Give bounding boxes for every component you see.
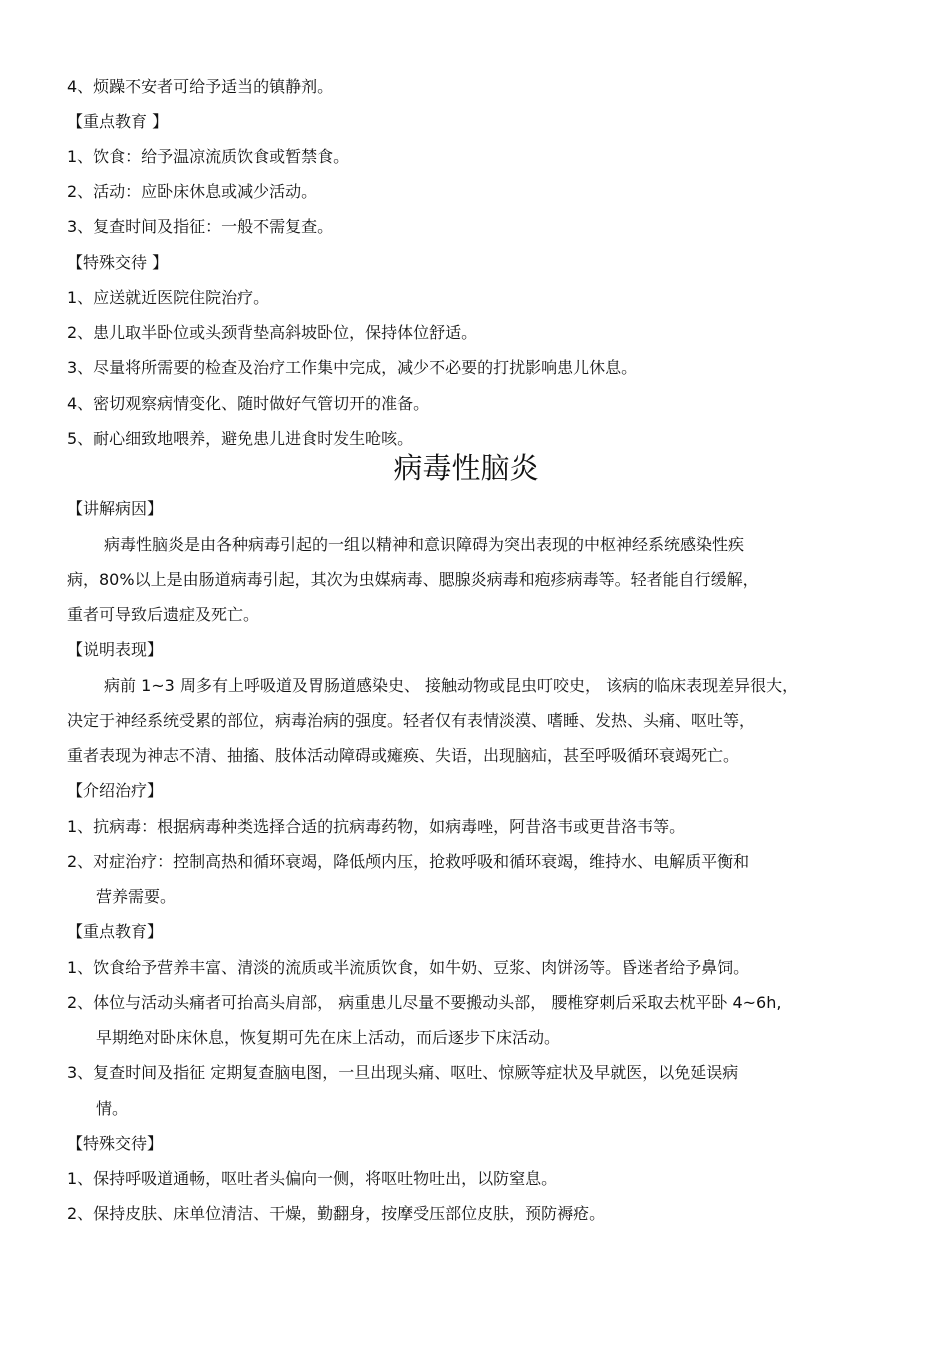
top-special-1: 1、应送就近医院住院治疗。 (67, 288, 270, 307)
top-special-5: 5、耐心细致地喂养，避免患儿进食时发生呛咳。 (67, 429, 414, 448)
symptom-heading: 【说明表现】 (67, 640, 164, 659)
top-edu-3: 3、复查时间及指征：一般不需复查。 (67, 217, 334, 236)
education-3-line-1: 3、复查时间及指征 定期复查脑电图，一旦出现头痛、呕吐、惊厥等症状及早就医，以免延误病 (67, 1063, 739, 1082)
top-special-heading: 【特殊交待 】 (67, 253, 169, 272)
symptom-line-3: 重者表现为神志不清、抽搐、肢体活动障碍或瘫痪、失语，出现脑疝，甚至呼吸循环衰竭死亡。 (67, 746, 740, 765)
education-3-line-2: 情。 (96, 1099, 129, 1118)
section-title: 病毒性脑炎 (393, 451, 539, 485)
treatment-2-line-2: 营养需要。 (96, 887, 177, 906)
treatment-1: 1、抗病毒：根据病毒种类选择合适的抗病毒药物，如病毒唑，阿昔洛韦或更昔洛韦等。 (67, 817, 686, 836)
top-edu-1: 1、饮食：给予温凉流质饮食或暂禁食。 (67, 147, 350, 166)
treatment-2-line-1: 2、对症治疗：控制高热和循环衰竭，降低颅内压，抢救呼吸和循环衰竭，维持水、电解质平衡和 (67, 852, 750, 871)
symptom-line-1: 病前 1~3 周多有上呼吸道及胃肠道感染史、 接触动物或昆虫叮咬史， 该病的临床表现差异很大， (104, 676, 799, 695)
education-heading: 【重点教育】 (67, 922, 164, 941)
cause-line-2: 病，80%以上是由肠道病毒引起，其次为虫媒病毒、腮腺炎病毒和疱疹病毒等。轻者能自行缓解， (67, 570, 759, 589)
top-edu-heading: 【重点教育 】 (67, 112, 169, 131)
top-special-4: 4、密切观察病情变化、随时做好气管切开的准备。 (67, 394, 430, 413)
top-special-2: 2、患儿取半卧位或头颈背垫高斜坡卧位，保持体位舒适。 (67, 323, 478, 342)
cause-heading: 【讲解病因】 (67, 499, 164, 518)
special-1: 1、保持呼吸道通畅，呕吐者头偏向一侧，将呕吐物吐出，以防窒息。 (67, 1169, 558, 1188)
top-item-4: 4、烦躁不安者可给予适当的镇静剂。 (67, 77, 334, 96)
symptom-line-2: 决定于神经系统受累的部位，病毒治病的强度。轻者仅有表情淡漠、嗜睡、发热、头痛、呕吐等， (67, 711, 756, 730)
education-2-line-1: 2、体位与活动头痛者可抬高头肩部， 病重患儿尽量不要搬动头部， 腰椎穿刺后采取去枕平卧 4~6h, (67, 993, 782, 1012)
cause-line-1: 病毒性脑炎是由各种病毒引起的一组以精神和意识障碍为突出表现的中枢神经系统感染性疾 (104, 535, 745, 554)
education-1: 1、饮食给予营养丰富、清淡的流质或半流质饮食，如牛奶、豆浆、肉饼汤等。昏迷者给予鼻饲。 (67, 958, 750, 977)
education-2-line-2: 早期绝对卧床休息，恢复期可先在床上活动，而后逐步下床活动。 (96, 1028, 561, 1047)
treatment-heading: 【介绍治疗】 (67, 781, 164, 800)
cause-line-3: 重者可导致后遗症及死亡。 (67, 605, 260, 624)
top-edu-2: 2、活动：应卧床休息或减少活动。 (67, 182, 318, 201)
special-2: 2、保持皮肤、床单位清洁、干燥，勤翻身，按摩受压部位皮肤，预防褥疮。 (67, 1204, 606, 1223)
top-special-3: 3、尽量将所需要的检查及治疗工作集中完成，减少不必要的打扰影响患儿休息。 (67, 358, 638, 377)
special-heading: 【特殊交待】 (67, 1134, 164, 1153)
